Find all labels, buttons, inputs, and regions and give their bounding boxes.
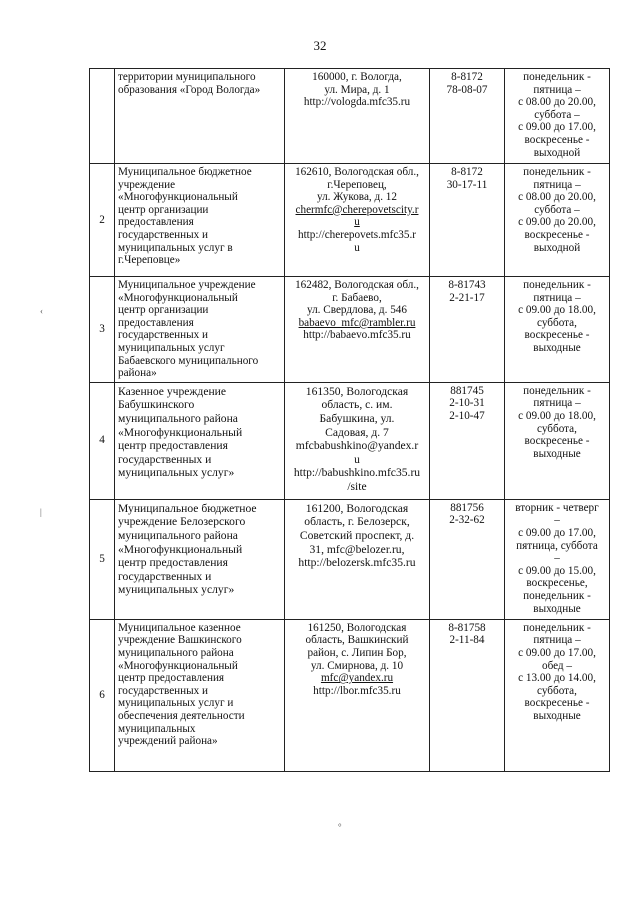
address-line[interactable]: babaevo_mfc@rambler.ru	[298, 316, 416, 329]
hours-line: с 08.00 до 20.00,	[518, 96, 596, 109]
hours-line: выходные	[533, 602, 581, 615]
working-hours-cell	[505, 619, 610, 771]
name-line: государственных и	[118, 569, 212, 583]
address-line: u	[354, 452, 360, 466]
row-number: 6	[99, 688, 105, 701]
name-line: Казенное учреждение	[118, 384, 227, 398]
table-row	[90, 619, 610, 771]
name-line: Муниципальное бюджетное	[118, 166, 252, 178]
name-line: центр организации	[118, 203, 209, 216]
hours-line: понедельник -	[523, 71, 591, 83]
address-cell	[285, 164, 430, 277]
phone-line: 2-11-84	[449, 634, 485, 647]
hours-line: пятница –	[533, 291, 581, 304]
address-line: ул. Свердлова, д. 546	[307, 304, 407, 317]
name-line: предоставления	[118, 216, 194, 229]
name-line: Муниципальное бюджетное	[118, 501, 257, 515]
address-cell	[285, 619, 430, 771]
phone-line: 2-32-62	[449, 514, 485, 527]
name-line: государственных и	[118, 684, 209, 697]
address-line: 160000, г. Вологда,	[312, 71, 402, 83]
hours-line: понедельник -	[523, 166, 591, 178]
phone-line: 8-8172	[451, 71, 483, 83]
hours-line: понедельник -	[523, 589, 591, 602]
address-line[interactable]: http://cherepovets.mfc35.r	[297, 228, 417, 241]
address-line: район, с. Липин Бор,	[307, 646, 407, 659]
name-line: Бабаевского муниципального	[118, 354, 259, 367]
hours-line: воскресенье -	[524, 435, 590, 448]
hours-line: с 09.00 до 17.00,	[518, 526, 596, 539]
hours-line: выходной	[533, 241, 581, 254]
phone-line: 78-08-07	[446, 83, 488, 96]
hours-line: воскресенье -	[524, 228, 590, 241]
hours-line: пятница –	[533, 397, 581, 410]
row-number-cell	[90, 382, 115, 499]
row-number-cell	[90, 69, 115, 164]
name-line: учреждение	[118, 178, 176, 191]
address-line[interactable]: http://babushkino.mfc35.ru	[293, 466, 421, 480]
phone-line: 8-81743	[448, 279, 486, 291]
name-line: Муниципальное учреждение	[118, 279, 256, 291]
address-line[interactable]: mfc@yandex.ru	[320, 672, 394, 685]
address-line: г. Бабаево,	[332, 291, 382, 304]
hours-line: выходные	[533, 341, 581, 354]
table-row	[90, 382, 610, 499]
organization-name-cell	[115, 277, 285, 383]
address-line: область, Вашкинский	[305, 634, 409, 647]
address-line: г.Череповец,	[327, 178, 387, 191]
address-cell	[285, 277, 430, 383]
name-line: предоставления	[118, 316, 194, 329]
address-line: Садовая, д. 7	[325, 425, 389, 439]
name-line: центр предоставления	[118, 556, 228, 570]
hours-line: суббота,	[537, 422, 577, 435]
phone-line: 881745	[450, 384, 484, 397]
hours-line: с 09.00 до 18.00,	[518, 409, 596, 422]
address-line: 162610, Вологодская обл.,	[295, 166, 419, 178]
name-line: государственных и	[118, 228, 209, 241]
address-line: 161350, Вологодская	[305, 384, 409, 398]
address-line[interactable]: http://lbor.mfc35.ru	[313, 684, 401, 697]
phone-cell	[430, 619, 505, 771]
address-line: ул. Мира, д. 1	[324, 83, 390, 96]
hours-line: с 08.00 до 20.00,	[518, 191, 596, 204]
phone-cell	[430, 382, 505, 499]
working-hours-cell	[505, 69, 610, 164]
phone-line: 2-10-47	[449, 409, 485, 422]
hours-line: воскресенье,	[526, 577, 588, 590]
address-line: ул. Жукова, д. 12	[317, 191, 397, 204]
scan-mark: ‹	[40, 306, 43, 316]
row-number-cell	[90, 277, 115, 383]
name-line: центр организации	[118, 304, 209, 317]
hours-line: воскресенье -	[524, 697, 590, 710]
name-line: «Многофункциональный	[118, 191, 238, 204]
address-line: 161200, Вологодская	[305, 501, 409, 515]
name-line: учреждение Белозерского	[118, 515, 246, 529]
name-line: обеспечения деятельности	[118, 709, 245, 722]
hours-line: выходные	[533, 709, 581, 722]
hours-line: с 09.00 до 18.00,	[518, 304, 596, 317]
address-line: область, г. Белозерск,	[304, 515, 410, 529]
scan-mark: °	[338, 822, 342, 832]
address-line[interactable]: 31, mfc@belozer.ru,	[309, 542, 405, 556]
hours-line: воскресенье -	[524, 329, 590, 342]
table-row	[90, 499, 610, 619]
hours-line: с 09.00 до 15.00,	[518, 564, 596, 577]
address-line: u	[354, 216, 360, 229]
phone-cell	[430, 499, 505, 619]
mfc-registry-table	[89, 68, 610, 772]
name-line: центр предоставления	[118, 672, 225, 685]
page-number: 32	[313, 38, 327, 53]
phone-cell	[430, 69, 505, 164]
organization-name-cell	[115, 69, 285, 164]
row-number: 4	[99, 434, 105, 447]
hours-line: понедельник -	[523, 384, 591, 397]
hours-line: суббота,	[537, 316, 577, 329]
address-line[interactable]: mfcbabushkino@yandex.r	[295, 439, 419, 453]
row-number-cell	[90, 499, 115, 619]
table-row	[90, 277, 610, 383]
hours-line: –	[554, 514, 560, 527]
working-hours-cell	[505, 382, 610, 499]
table-row	[90, 69, 610, 164]
name-line: центр предоставления	[118, 439, 228, 453]
working-hours-cell	[505, 277, 610, 383]
organization-name-cell	[115, 619, 285, 771]
hours-line: обед –	[541, 659, 573, 672]
address-line: ул. Смирнова, д. 10	[310, 659, 404, 672]
hours-line: с 09.00 до 17.00,	[518, 646, 596, 659]
address-line: область, с. им.	[321, 398, 393, 412]
address-line[interactable]: http://babaevo.mfc35.ru	[303, 329, 411, 342]
address-cell	[285, 382, 430, 499]
hours-line: пятница, суббота	[516, 539, 598, 552]
scan-mark: |	[40, 507, 42, 517]
table-row	[90, 164, 610, 277]
row-number: 2	[99, 213, 105, 226]
name-line: муниципальных	[118, 722, 196, 735]
hours-line: выходные	[533, 447, 581, 460]
address-line: 162482, Вологодская обл.,	[295, 279, 419, 291]
address-line[interactable]: chermfc@cherepovetscity.r	[295, 203, 419, 216]
row-number: 5	[99, 552, 105, 565]
name-line: учреждений района»	[118, 735, 218, 748]
phone-cell	[430, 277, 505, 383]
name-line: «Многофункциональный	[118, 659, 238, 672]
hours-line: с 09.00 до 20.00,	[518, 216, 596, 229]
hours-line: –	[554, 552, 560, 565]
name-line: «Многофункциональный	[118, 542, 243, 556]
name-line: муниципальных услуг»	[118, 583, 235, 597]
hours-line: с 13.00 до 14.00,	[518, 672, 596, 685]
name-line: муниципальных услуг»	[118, 466, 235, 480]
address-line[interactable]: http://belozersk.mfc35.ru	[298, 556, 416, 570]
name-line: учреждение Вашкинского	[118, 634, 242, 647]
row-number-cell	[90, 619, 115, 771]
hours-line: воскресенье -	[524, 133, 590, 146]
hours-line: выходной	[533, 146, 581, 159]
phone-cell	[430, 164, 505, 277]
working-hours-cell	[505, 164, 610, 277]
name-line: «Многофункциональный	[118, 291, 238, 304]
name-line: муниципального района	[118, 528, 238, 542]
name-line: района»	[118, 367, 157, 380]
phone-line: 30-17-11	[446, 178, 488, 191]
hours-line: вторник - четверг	[515, 501, 599, 514]
name-line: муниципальных услуг и	[118, 697, 234, 710]
hours-line: пятница –	[533, 83, 581, 96]
name-line: «Многофункциональный	[118, 425, 243, 439]
address-line[interactable]: http://vologda.mfc35.ru	[303, 96, 411, 109]
name-line: муниципального района	[118, 411, 238, 425]
organization-name-cell	[115, 164, 285, 277]
name-line: образования «Город Вологда»	[118, 83, 261, 96]
row-number-cell	[90, 164, 115, 277]
address-cell	[285, 499, 430, 619]
hours-line: пятница –	[533, 634, 581, 647]
name-line: муниципальных услуг	[118, 341, 225, 354]
address-line: 161250, Вологодская	[307, 621, 407, 634]
name-line: муниципального района	[118, 646, 234, 659]
address-line: u	[354, 241, 360, 254]
address-line: /site	[347, 479, 367, 493]
hours-line: суббота –	[534, 203, 580, 216]
hours-line: суббота –	[534, 108, 580, 121]
name-line: муниципальных услуг в	[118, 241, 233, 254]
phone-line: 2-10-31	[449, 397, 485, 410]
hours-line: суббота,	[537, 684, 577, 697]
name-line: государственных и	[118, 452, 212, 466]
hours-line: с 09.00 до 17.00,	[518, 121, 596, 134]
phone-line: 2-21-17	[449, 291, 485, 304]
address-line: Советский проспект, д.	[299, 528, 415, 542]
organization-name-cell	[115, 499, 285, 619]
hours-line: понедельник -	[523, 279, 591, 291]
hours-line: пятница –	[533, 178, 581, 191]
phone-line: 8-8172	[451, 166, 483, 178]
address-line: Бабушкина, ул.	[319, 411, 395, 425]
name-line: Муниципальное казенное	[118, 621, 241, 634]
name-line: государственных и	[118, 329, 209, 342]
name-line: г.Череповце»	[118, 254, 181, 267]
row-number: 3	[99, 323, 105, 336]
phone-line: 8-81758	[448, 621, 486, 634]
working-hours-cell	[505, 499, 610, 619]
organization-name-cell	[115, 382, 285, 499]
phone-line: 881756	[450, 501, 484, 514]
name-line: Бабушкинского	[118, 398, 195, 412]
name-line: территории муниципального	[118, 71, 256, 83]
address-cell	[285, 69, 430, 164]
hours-line: понедельник -	[523, 621, 591, 634]
